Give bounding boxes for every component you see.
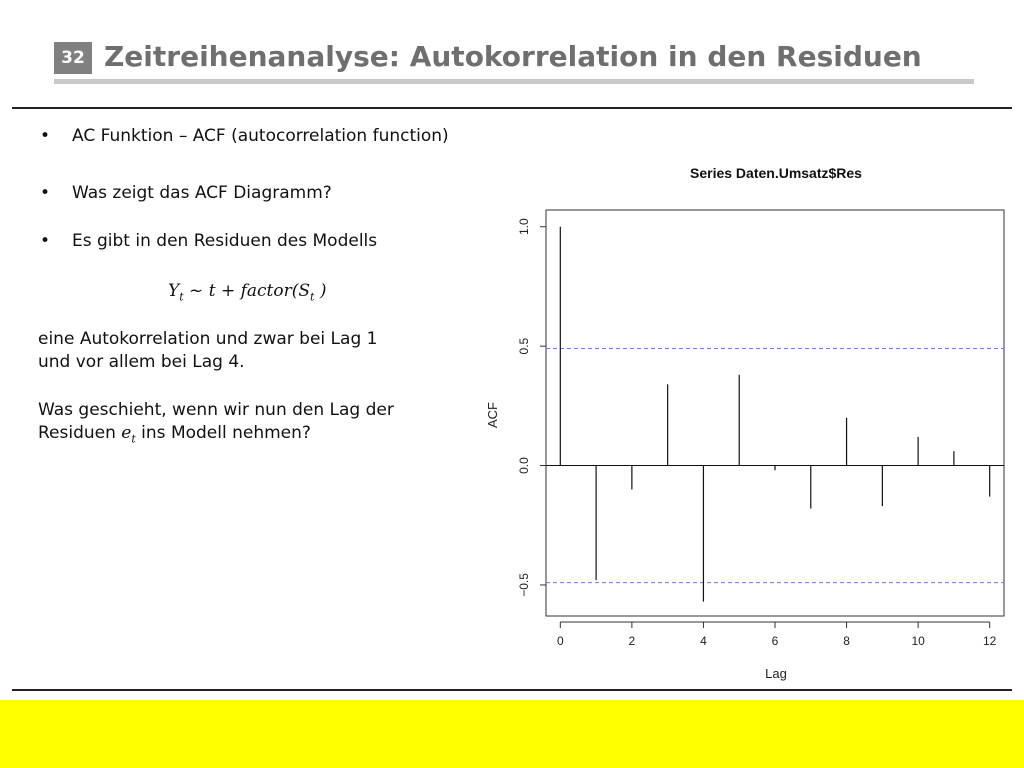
x-tick-label: 8 [843,634,850,648]
y-tick-label: 0.0 [517,457,531,474]
paragraph-2-line-1: Was geschieht, wenn wir nun den Lag der [38,400,394,420]
formula-end: ) [314,281,327,301]
x-tick-label: 12 [983,634,997,648]
bullet-marker: • [40,126,51,146]
formula-lhs: Y [168,281,180,301]
model-formula [168,281,326,303]
bullet-residuals: Es gibt in den Residuen des Modells [72,231,378,251]
formula-middle: ~ t + factor(S [183,281,311,301]
bullet-acf-definition: AC Funktion – ACF (autocorrelation function) [72,126,449,146]
x-tick-label: 2 [628,634,636,648]
paragraph-2-suffix: ins Modell nehmen? [135,423,311,443]
bullet-marker: • [40,231,51,251]
y-axis-label: ACF [485,402,500,428]
plot-frame [546,210,1004,616]
y-tick-label: −0.5 [517,573,531,597]
paragraph-2-line-2 [38,422,311,450]
chart-title: Series Daten.Umsatz$Res [690,165,862,181]
bullet-marker: • [40,183,51,203]
footer-divider [12,689,1012,691]
x-tick-label: 0 [556,634,564,648]
residual-variable-subscript: t [131,432,136,446]
formula-lhs-subscript: t [179,290,184,304]
paragraph-1-line-2: und vor allem bei Lag 4. [38,352,245,372]
x-tick-label: 10 [911,634,925,648]
x-tick-label: 4 [700,634,707,648]
y-tick-label: 1.0 [517,218,531,236]
acf-chart [480,160,1020,690]
y-axis [517,218,546,597]
y-tick-label: 0.5 [517,337,531,355]
x-axis [557,622,997,648]
bullet-question: Was zeigt das ACF Diagramm? [72,183,332,203]
title-underline [54,79,974,84]
x-axis-label: Lag [765,666,787,681]
x-tick-label: 6 [771,634,779,648]
footer-bar [0,700,1024,768]
residual-variable: e [121,423,132,443]
acf-bars [560,227,989,602]
slide-number: 32 [54,42,92,74]
paragraph-2-prefix: Residuen [38,423,122,443]
slide-title: Zeitreihenanalyse: Autokorrelation in den Residuen [104,40,922,73]
header-divider [12,107,1012,109]
paragraph-1-line-1: eine Autokorrelation und zwar bei Lag 1 [38,329,378,349]
formula-s-subscript: t [310,290,315,304]
